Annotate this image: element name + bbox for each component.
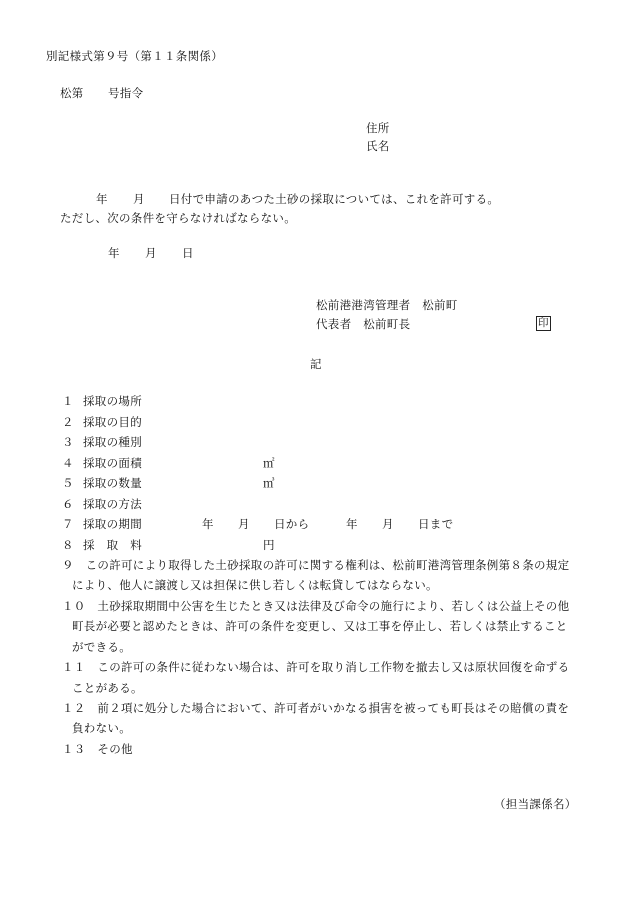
item-7-end-day: 日まで bbox=[418, 517, 454, 531]
reference-prefix: 松第 bbox=[60, 86, 84, 100]
item-8-number: ８ bbox=[62, 538, 74, 552]
intro-month: 月 bbox=[133, 192, 145, 206]
item-6-label: 採取の方法 bbox=[83, 497, 142, 511]
item-4-unit: ㎡ bbox=[263, 456, 275, 470]
issuer-line-2: 代表者 松前町長 bbox=[316, 317, 411, 331]
intro-year: 年 bbox=[96, 192, 108, 206]
item-13-line-1: １３ その他 bbox=[62, 742, 133, 756]
name-label: 氏名 bbox=[366, 139, 390, 153]
issue-day: 日 bbox=[182, 246, 194, 260]
item-1-label: 採取の場所 bbox=[83, 394, 142, 408]
item-7-start-day: 日から bbox=[274, 517, 310, 531]
intro-text: 日付で申請のあつた土砂の採取については、これを許可する。 bbox=[169, 192, 500, 206]
item-2-label: 採取の目的 bbox=[83, 415, 142, 429]
issuer-line-1: 松前港港湾管理者 松前町 bbox=[316, 298, 458, 312]
item-4-number: ４ bbox=[62, 456, 74, 470]
item-11-line-2: ことがある。 bbox=[72, 681, 143, 695]
issue-month: 月 bbox=[145, 246, 157, 260]
item-5-label: 採取の数量 bbox=[83, 476, 142, 490]
item-5-number: ５ bbox=[62, 476, 74, 490]
item-7-start-month: 月 bbox=[238, 517, 250, 531]
form-number: 別記様式第９号（第１１条関係） bbox=[46, 49, 223, 63]
address-label: 住所 bbox=[366, 121, 390, 135]
section-heading: 記 bbox=[310, 357, 322, 371]
item-2-number: ２ bbox=[62, 415, 74, 429]
issue-year: 年 bbox=[108, 246, 120, 260]
item-8-unit: 円 bbox=[263, 538, 275, 552]
item-6-number: ６ bbox=[62, 497, 74, 511]
item-7-label: 採取の期間 bbox=[83, 517, 142, 531]
item-12-line-1: １２ 前２項に処分した場合において、許可者がいかなる損害を被っても町長はその賠償の責を bbox=[62, 701, 570, 715]
item-3-label: 採取の種別 bbox=[83, 435, 142, 449]
item-10-line-2: 町長が必要と認めたときは、許可の条件を変更し、又は工事を停止し、若しくは禁止すること bbox=[72, 619, 568, 633]
item-5-unit: ㎥ bbox=[263, 476, 275, 490]
item-3-number: ３ bbox=[62, 435, 74, 449]
item-10-line-1: １０ 土砂採取期間中公害を生じたとき又は法律及び命令の施行により、若しくは公益上その他 bbox=[62, 599, 570, 613]
reference-suffix: 号指令 bbox=[108, 86, 144, 100]
item-9-line-2: により、他人に譲渡し又は担保に供し若しくは転貸してはならない。 bbox=[72, 578, 438, 592]
seal-mark: 印 bbox=[538, 317, 549, 329]
item-9-line-1: ９ この許可により取得した土砂採取の許可に関する権利は、松前町港湾管理条例第８条の規定 bbox=[62, 558, 570, 572]
item-7-end-year: 年 bbox=[346, 517, 358, 531]
item-10-line-3: ができる。 bbox=[72, 640, 131, 654]
item-4-label: 採取の面積 bbox=[83, 456, 142, 470]
condition-line: ただし、次の条件を守らなければならない。 bbox=[60, 211, 296, 225]
item-11-line-1: １１ この許可の条件に従わない場合は、許可を取り消し工作物を撤去し又は原状回復を命ずる bbox=[62, 660, 570, 674]
item-7-number: ７ bbox=[62, 517, 74, 531]
item-7-start-year: 年 bbox=[202, 517, 214, 531]
item-1-number: １ bbox=[62, 394, 74, 408]
department-footer: （担当課係名） bbox=[494, 797, 577, 811]
item-12-line-2: 負わない。 bbox=[72, 721, 131, 735]
item-8-label: 採 取 料 bbox=[83, 538, 142, 552]
item-7-end-month: 月 bbox=[382, 517, 394, 531]
